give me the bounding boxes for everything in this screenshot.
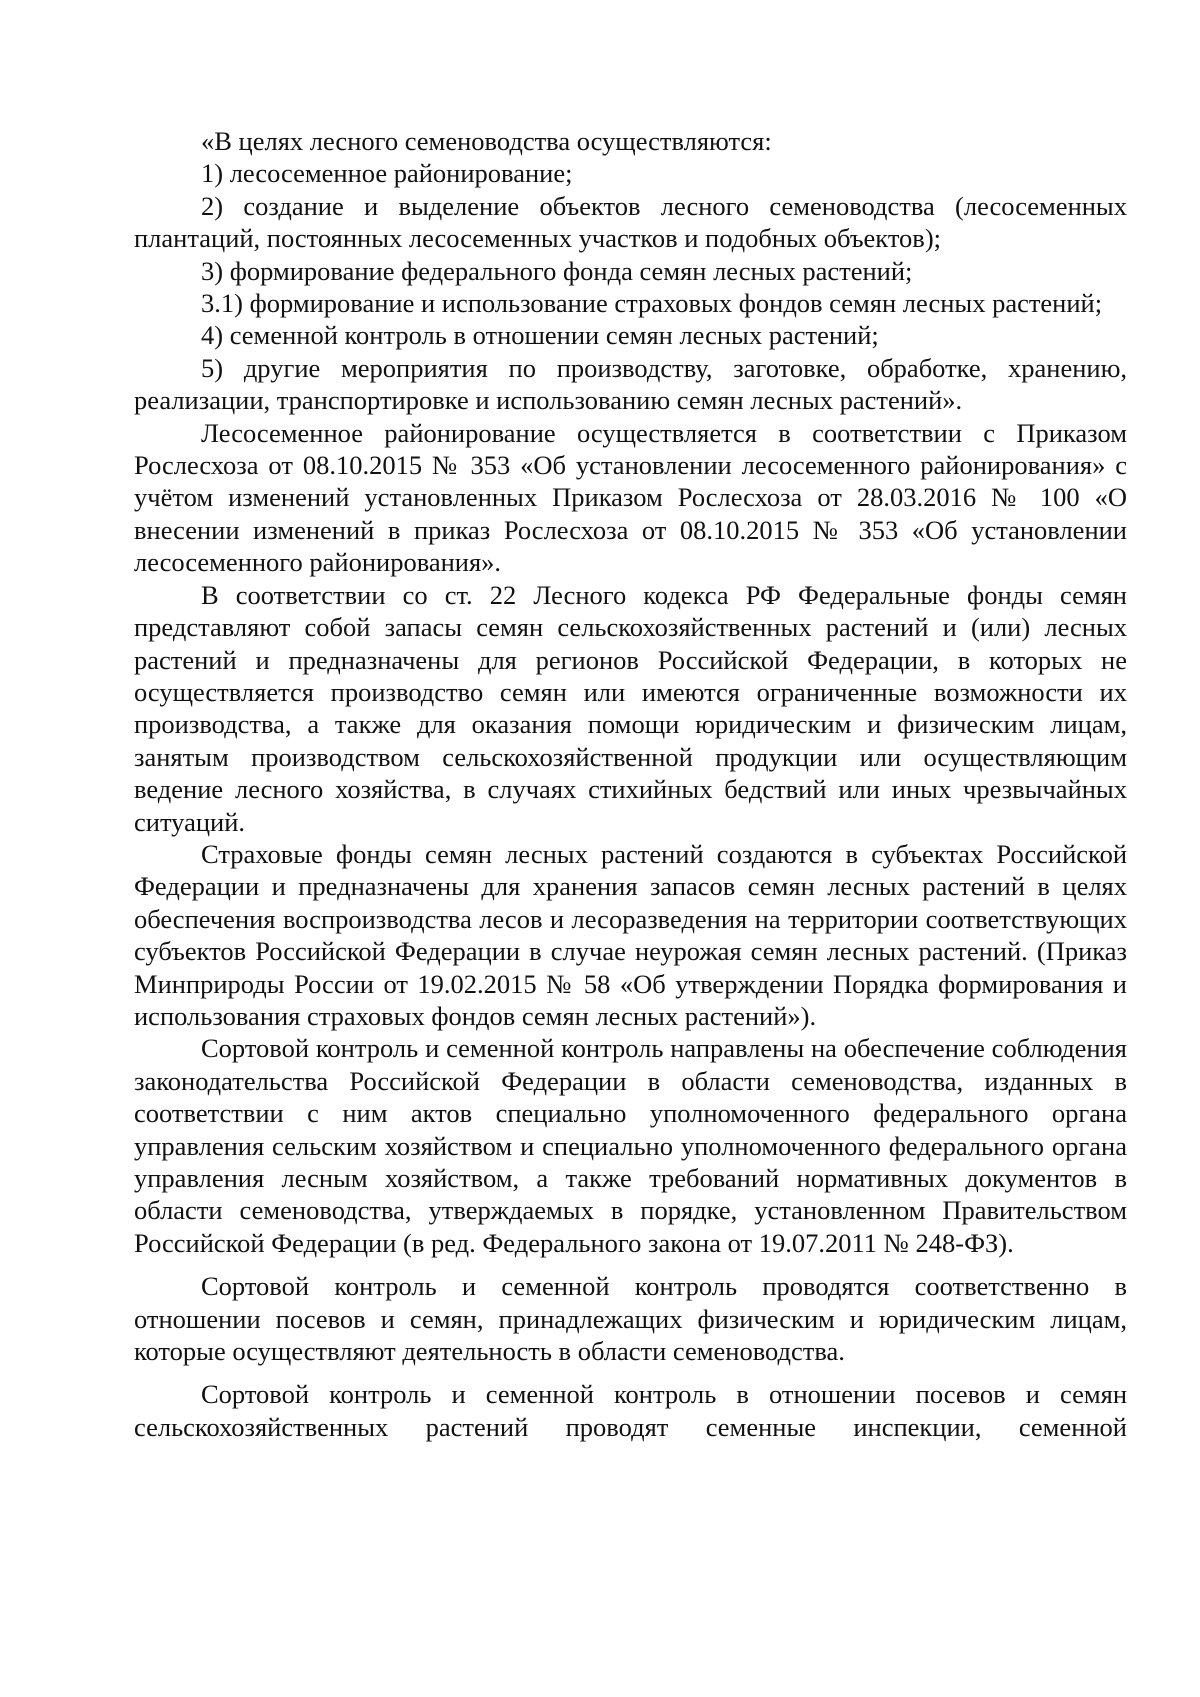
paragraph-control-purpose: Сортовой контроль и семенной контроль направлены на обеспечение соблюдения законодательства Российской Федерации в области семеноводства, изданных в соответствии с ним актов специально уполномоченного федерального органа управления сельским хозяйством и специально уполномоченного федерального органа управления лесным хозяйством, а также требований нормативных документов в области семеноводства, утверждаемых в порядке, установленном Правительством Российской Федерации (в ред. Федерального закона от 19.07.2011 № 248-ФЗ).	[134, 1033, 1127, 1258]
document-page	[134, 125, 1127, 1443]
paragraph-item-2: 2) создание и выделение объектов лесного семеноводства (лесосеменных плантаций, постоянных лесосеменных участков и подобных объектов);	[134, 190, 1127, 254]
paragraph-item-3: 3) формирование федерального фонда семян лесных растений;	[201, 255, 913, 286]
paragraph-insurance-funds: Страховые фонды семян лесных растений создаются в субъектах Российской Федерации и предназначены для хранения запасов семян лесных растений в целях обеспечения воспроизводства лесов и лесоразведения на территории соответствующих субъектов Российской Федерации в случае неурожая семян лесных растений. (Приказ Минприроды России от 19.02.2015 № 58 «Об утверждении Порядка формирования и использования страховых фондов семян лесных растений»).	[134, 838, 1127, 1031]
paragraph-zoning: Лесосеменное районирование осуществляется в соответствии с Приказом Рослесхоза от 08.10.2015 № 353 «Об установлении лесосеменного районирования» с учётом изменений установленных Приказом Рослесхоза от 28.03.2016 № 100 «О внесении изменений в приказ Рослесхоза от 08.10.2015 № 353 «Об установлении лесосеменного районирования».	[134, 417, 1127, 578]
paragraph-control-agencies: Сортовой контроль и семенной контроль в отношении посевов и семян сельскохозяйственных растений проводят семенные инспекции, семенной	[134, 1379, 1127, 1442]
paragraph-item-4: 4) семенной контроль в отношении семян лесных растений;	[201, 320, 879, 351]
paragraph-federal-funds: В соответствии со ст. 22 Лесного кодекса РФ Федеральные фонды семян представляют собой запасы семян сельскохозяйственных растений и (или) лесных растений и предназначены для регионов Российской Федерации, в которых не осуществляется производство семян или имеются ограниченные возможности их производства, а также для оказания помощи юридическим и физическим лицам, занятым производством сельскохозяйственной продукции или осуществляющим ведение лесного хозяйства, в случаях стихийных бедствий или иных чрезвычайных ситуаций.	[134, 579, 1127, 837]
paragraph-intro: «В целях лесного семеноводства осуществляются:	[201, 126, 772, 156]
paragraph-control-scope: Сортовой контроль и семенной контроль проводятся соответственно в отношении посевов и семян, принадлежащих физическим и юридическим лицам, которые осуществляют деятельность в области семеноводства.	[134, 1271, 1127, 1367]
paragraph-item-3-1: 3.1) формирование и использование страховых фондов семян лесных растений;	[201, 288, 1103, 319]
paragraph-item-5: 5) другие мероприятия по производству, заготовке, обработке, хранению, реализации, транспортировке и использованию семян лесных растений».	[134, 352, 1127, 416]
paragraph-item-1: 1) лесосеменное районирование;	[201, 158, 573, 189]
